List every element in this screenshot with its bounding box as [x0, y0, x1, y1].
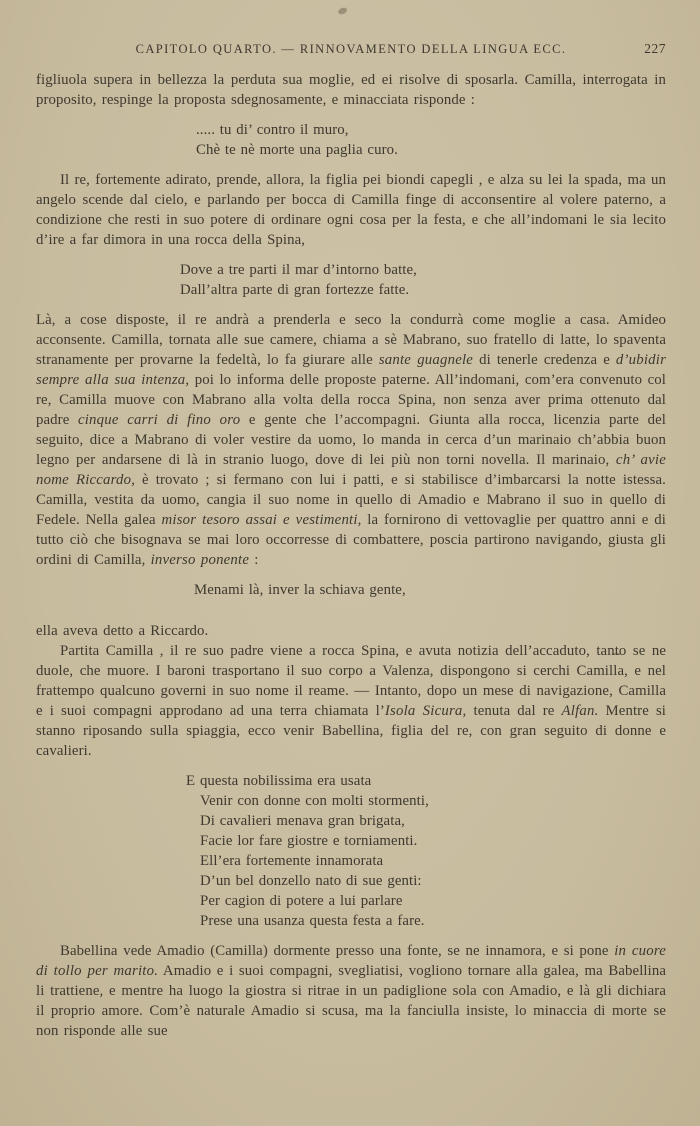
- running-title: CAPITOLO QUARTO. — RINNOVAMENTO DELLA LINGUA ECC.: [135, 42, 567, 56]
- paragraph-partita-camilla: Partita Camilla , il re suo padre viene a rocca Spina, e avuta notizia dell’accaduto, tanto se ne duole, che muore. I baroni trasportano il suo corpo a Valenza, dispongono si cerchi Camilla, e nel frattempo qualcuno governi in suo nome il reame. — Intanto, dopo un mese di navigazione, Camilla e i suoi compagni approdano ad una terra chiamata l’Isola Sicura, tenuta dal re Alfan. Mentre si stanno riposando sulla spiaggia, ecco venir Babellina, figlia del re, con gran seguito di donne e cavalieri.: [36, 643, 667, 759]
- paragraph-babellina: Babellina vede Amadio (Camilla) dormente presso una fonte, se ne innamora, e si pone in cuore di tollo per marito. Amadio e i suoi compagni, svegliatisi, vogliono tornare alla galea, ma Babellina li trattiene, e mentre ha luogo la giostra si ritrae in un padiglione sola con Amadio, e là gli dichiara il proprio amore. Com’è naturale Amadio si scusa, ma la fanciulla insiste, lo minaccia di morte se non risponde alle sue: [36, 943, 666, 1039]
- verse-quotation-1: ..... tu di’ contro il muro, Chè te nè morte una paglia curo.: [196, 122, 398, 158]
- page-body: [36, 70, 666, 1041]
- paper-blemish: [612, 653, 621, 655]
- paper-blemish: [337, 7, 347, 15]
- paragraph-rocca-spina: Là, a cose disposte, il re andrà a prenderla e seco la condurrà come moglie a casa. Amideo acconsente. Camilla, tornata alle sue camere, chiama a sè Mabrano, suo fratello di latte, lo spaventa stranamente per provarne la fedeltà, lo fa giurare alle sante guagnele di tenerle credenza e d’ubidir sempre alla sua intenza, poi lo informa delle proposte paterne. All’indomani, com’era convenuto col re, Camilla muove con Mabrano alla volta della rocca Spina, non senza aver prima ottenuto dal padre cinque carri di fino oro e gente che l’accompagni. Giunta alla rocca, licenzia parte del seguito, dice a Mabrano di voler vestire da uomo, lo manda in cerca d’un marinaio ch’abbia buon legno per andarsene di là in stranio luogo, dove di lei più non torni novella. Il marinaio, ch’ avie nome Riccardo, è trovato ; si fermano con lui i patti, e si stabilisce d’imbarcarsi la notte istessa. Camilla, vestita da uomo, cangia il suo nome in quello di Amadio e Mabrano il suo in quello di Fedele. Nella galea misor tesoro assai e vestimenti, la fornirono di vettovaglie per quattro anni e di tutto ciò che bisognava se mai loro occorresse di combattere, poscia partirono navigando, giusta gli ordini di Camilla, inverso ponente :: [36, 312, 667, 568]
- verse-quotation-4: E questa nobilissima era usata Venir con donne con molti stormenti, Di cavalieri menava gran brigata, Facie lor fare giostre e torniamenti. Ell’era fortemente innamorata D’un bel donzello nato di sue genti: Per cagion di potere a lui parlare Prese una usanza questa festa a fare.: [186, 773, 429, 929]
- page-number: 227: [644, 41, 666, 56]
- paragraph-riccardo: ella aveva detto a Riccardo.: [36, 623, 209, 639]
- page-header: [36, 42, 666, 57]
- paragraph-continuation: figliuola supera in bellezza la perduta sua moglie, ed ei risolve di sposarla. Camilla, interrogata in proposito, respinge la proposta sdegnosamente, e minacciata risponde :: [36, 72, 666, 108]
- verse-quotation-3: Menami là, inver la schiava gente,: [194, 582, 406, 598]
- paragraph-king-anger: Il re, fortemente adirato, prende, allora, la figlia pei biondi capegli , e alza su lei la spada, ma un angelo scende dal cielo, e parlando per bocca di Camilla finge di acconsentire al volere paterno, a condizione che resti in suo potere di ordinare ogni cosa per la festa, e che all’indomani le sia lecito d’ire a far dimora in una rocca della Spina,: [36, 172, 666, 248]
- verse-quotation-2: Dove a tre parti il mar d’intorno batte, Dall’altra parte di gran fortezze fatte.: [180, 262, 417, 298]
